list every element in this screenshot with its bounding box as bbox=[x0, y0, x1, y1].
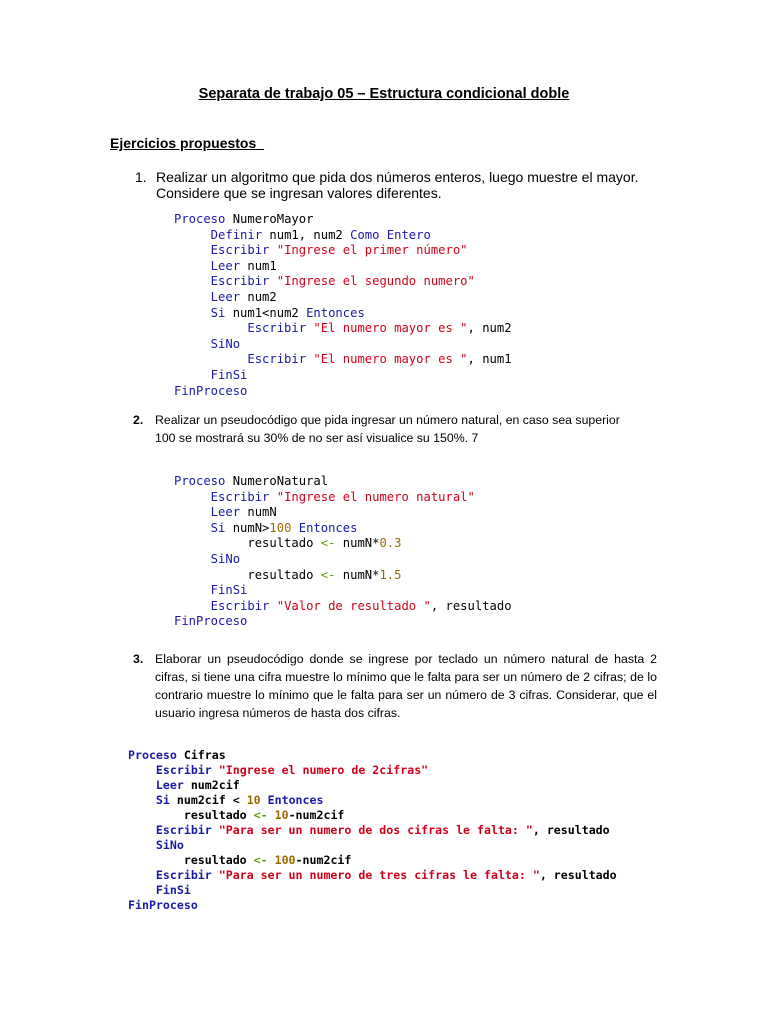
code-line bbox=[174, 599, 512, 615]
code-line bbox=[128, 808, 617, 823]
code-token: FinSi bbox=[174, 583, 248, 598]
code-line bbox=[128, 748, 617, 763]
code-token: 100 bbox=[274, 853, 296, 867]
exercise-number: 3. bbox=[133, 652, 144, 666]
code-token: Escribir bbox=[174, 489, 277, 504]
code-token: Entonces bbox=[306, 305, 365, 320]
code-token: SiNo bbox=[174, 336, 241, 351]
code-line bbox=[174, 352, 512, 368]
code-token: FinProceso bbox=[128, 898, 198, 912]
code-token: , resultado bbox=[539, 868, 617, 882]
code-line bbox=[174, 521, 512, 537]
code-token: Escribir bbox=[174, 243, 277, 258]
code-line bbox=[174, 583, 512, 599]
code-token: 1.5 bbox=[379, 567, 402, 582]
code-token: num2 bbox=[247, 289, 277, 304]
code-line bbox=[174, 274, 512, 290]
document-title: Separata de trabajo 05 – Estructura condicional doble bbox=[198, 86, 570, 102]
code-token: resultado bbox=[174, 567, 321, 582]
code-token: numN* bbox=[335, 567, 380, 582]
code-token: <- bbox=[320, 567, 336, 582]
code-token: FinSi bbox=[128, 883, 191, 897]
code-token: Leer bbox=[128, 778, 191, 792]
code-token: numN bbox=[247, 505, 277, 520]
code-token: FinProceso bbox=[174, 614, 248, 629]
code-token: Proceso bbox=[174, 212, 233, 226]
code-token: Escribir bbox=[174, 598, 277, 613]
code-token: FinProceso bbox=[174, 383, 248, 398]
code-token: resultado bbox=[128, 808, 254, 822]
code-line bbox=[174, 384, 512, 400]
exercise-text bbox=[155, 411, 620, 447]
code-token: , resultado bbox=[430, 598, 512, 613]
code-token: Leer bbox=[174, 505, 248, 520]
exercise-line: Realizar un algoritmo que pida dos números enteros, luego muestre el mayor. bbox=[156, 169, 639, 185]
exercise-1 bbox=[135, 169, 675, 203]
code-token: "Ingrese el primer número" bbox=[276, 243, 468, 258]
code-token: Entonces bbox=[291, 520, 358, 535]
section-heading: Ejercicios propuestos bbox=[110, 135, 265, 151]
code-token: "Para ser un numero de dos cifras le falta: " bbox=[218, 823, 533, 837]
code-token: Si bbox=[128, 793, 177, 807]
code-token: num2cif < bbox=[176, 793, 247, 807]
code-token: 0.3 bbox=[379, 536, 402, 551]
exercise-number: 1. bbox=[135, 169, 147, 185]
code-token: num1<num2 bbox=[232, 305, 307, 320]
code-token: "El numero mayor es " bbox=[313, 352, 468, 367]
code-line bbox=[174, 490, 512, 506]
code-token bbox=[268, 853, 275, 867]
code-token: -num2cif bbox=[295, 853, 352, 867]
code-block-1 bbox=[174, 212, 512, 399]
exercise-text bbox=[156, 169, 638, 201]
code-line bbox=[174, 243, 512, 259]
code-token: num2cif bbox=[190, 778, 240, 792]
exercise-2 bbox=[133, 411, 673, 449]
code-token: "El numero mayor es " bbox=[313, 321, 468, 336]
code-line bbox=[174, 614, 512, 630]
code-token: FinSi bbox=[174, 367, 248, 382]
code-line bbox=[174, 337, 512, 353]
code-token: "Ingrese el segundo numero" bbox=[276, 274, 475, 289]
code-token: 10 bbox=[274, 808, 289, 822]
exercise-3 bbox=[133, 650, 673, 724]
code-line bbox=[174, 568, 512, 584]
code-line bbox=[128, 763, 617, 778]
code-token: , num1 bbox=[467, 352, 512, 367]
code-token: Leer bbox=[174, 289, 248, 304]
code-line bbox=[174, 368, 512, 384]
exercise-line: Realizar un pseudocódigo que pida ingresar un número natural, en caso sea superior bbox=[155, 413, 620, 427]
code-token: num1 bbox=[247, 258, 277, 273]
code-token: Escribir bbox=[128, 763, 219, 777]
code-token: SiNo bbox=[128, 838, 184, 852]
code-line bbox=[174, 552, 512, 568]
code-token: <- bbox=[253, 808, 268, 822]
code-line bbox=[128, 838, 617, 853]
code-token: NumeroNatural bbox=[232, 474, 329, 488]
code-token: numN* bbox=[335, 536, 380, 551]
code-token: -num2cif bbox=[288, 808, 345, 822]
code-token: <- bbox=[320, 536, 336, 551]
exercise-number: 2. bbox=[133, 413, 144, 427]
code-token: Escribir bbox=[128, 823, 219, 837]
code-token: Si bbox=[174, 305, 233, 320]
code-block-3 bbox=[128, 748, 617, 913]
exercise-line: 100 se mostrará su 30% de no ser así visualice su 150%. 7 bbox=[155, 431, 479, 445]
code-line bbox=[174, 505, 512, 521]
code-line bbox=[128, 883, 617, 898]
code-token bbox=[268, 808, 275, 822]
code-line bbox=[128, 823, 617, 838]
code-line bbox=[128, 898, 617, 913]
code-token: , num2 bbox=[467, 321, 512, 336]
code-line bbox=[128, 778, 617, 793]
code-line bbox=[174, 536, 512, 552]
code-token: Cifras bbox=[183, 748, 226, 762]
code-token: Como Entero bbox=[350, 227, 431, 242]
code-token: resultado bbox=[174, 536, 321, 551]
code-line bbox=[174, 212, 512, 228]
code-token: num1, num2 bbox=[269, 227, 351, 242]
code-line bbox=[174, 228, 512, 244]
code-token: Definir bbox=[174, 227, 270, 242]
code-token: Escribir bbox=[128, 868, 219, 882]
code-token: Escribir bbox=[174, 352, 314, 367]
code-line bbox=[128, 868, 617, 883]
code-token: , resultado bbox=[532, 823, 610, 837]
code-token: 100 bbox=[269, 520, 292, 535]
code-token: "Valor de resultado " bbox=[276, 598, 431, 613]
code-token: Proceso bbox=[128, 748, 184, 762]
code-token: Proceso bbox=[174, 474, 233, 488]
code-line bbox=[174, 474, 512, 490]
code-token: Si bbox=[174, 520, 233, 535]
code-token: SiNo bbox=[174, 551, 241, 566]
code-token: 10 bbox=[246, 793, 261, 807]
code-token: "Para ser un numero de tres cifras le falta: " bbox=[218, 868, 540, 882]
code-line bbox=[174, 259, 512, 275]
code-block-2 bbox=[174, 474, 512, 630]
code-token: Entonces bbox=[260, 793, 324, 807]
code-line bbox=[174, 321, 512, 337]
exercise-line: Considere que se ingresan valores diferentes. bbox=[156, 185, 442, 201]
code-token: NumeroMayor bbox=[232, 212, 314, 226]
code-token: resultado bbox=[128, 853, 254, 867]
exercise-text: Elaborar un pseudocódigo donde se ingrese por teclado un número natural de hasta 2 cifras, si tiene una cifra muestre lo mínimo que le falta para ser un número de 2 cifras; de lo contrario muestre lo mínimo que le falta para ser un número de 3 cifras. Considerar, que el usuario ingresa números de hasta dos cifras. bbox=[155, 652, 657, 720]
code-line bbox=[128, 793, 617, 808]
code-line bbox=[174, 306, 512, 322]
code-token: Escribir bbox=[174, 321, 314, 336]
code-token: <- bbox=[253, 853, 268, 867]
code-token: Escribir bbox=[174, 274, 277, 289]
code-token: "Ingrese el numero de 2cifras" bbox=[218, 763, 429, 777]
code-line bbox=[174, 290, 512, 306]
code-token: "Ingrese el numero natural" bbox=[276, 489, 475, 504]
code-line bbox=[128, 853, 617, 868]
code-token: Leer bbox=[174, 258, 248, 273]
code-token: numN> bbox=[232, 520, 270, 535]
